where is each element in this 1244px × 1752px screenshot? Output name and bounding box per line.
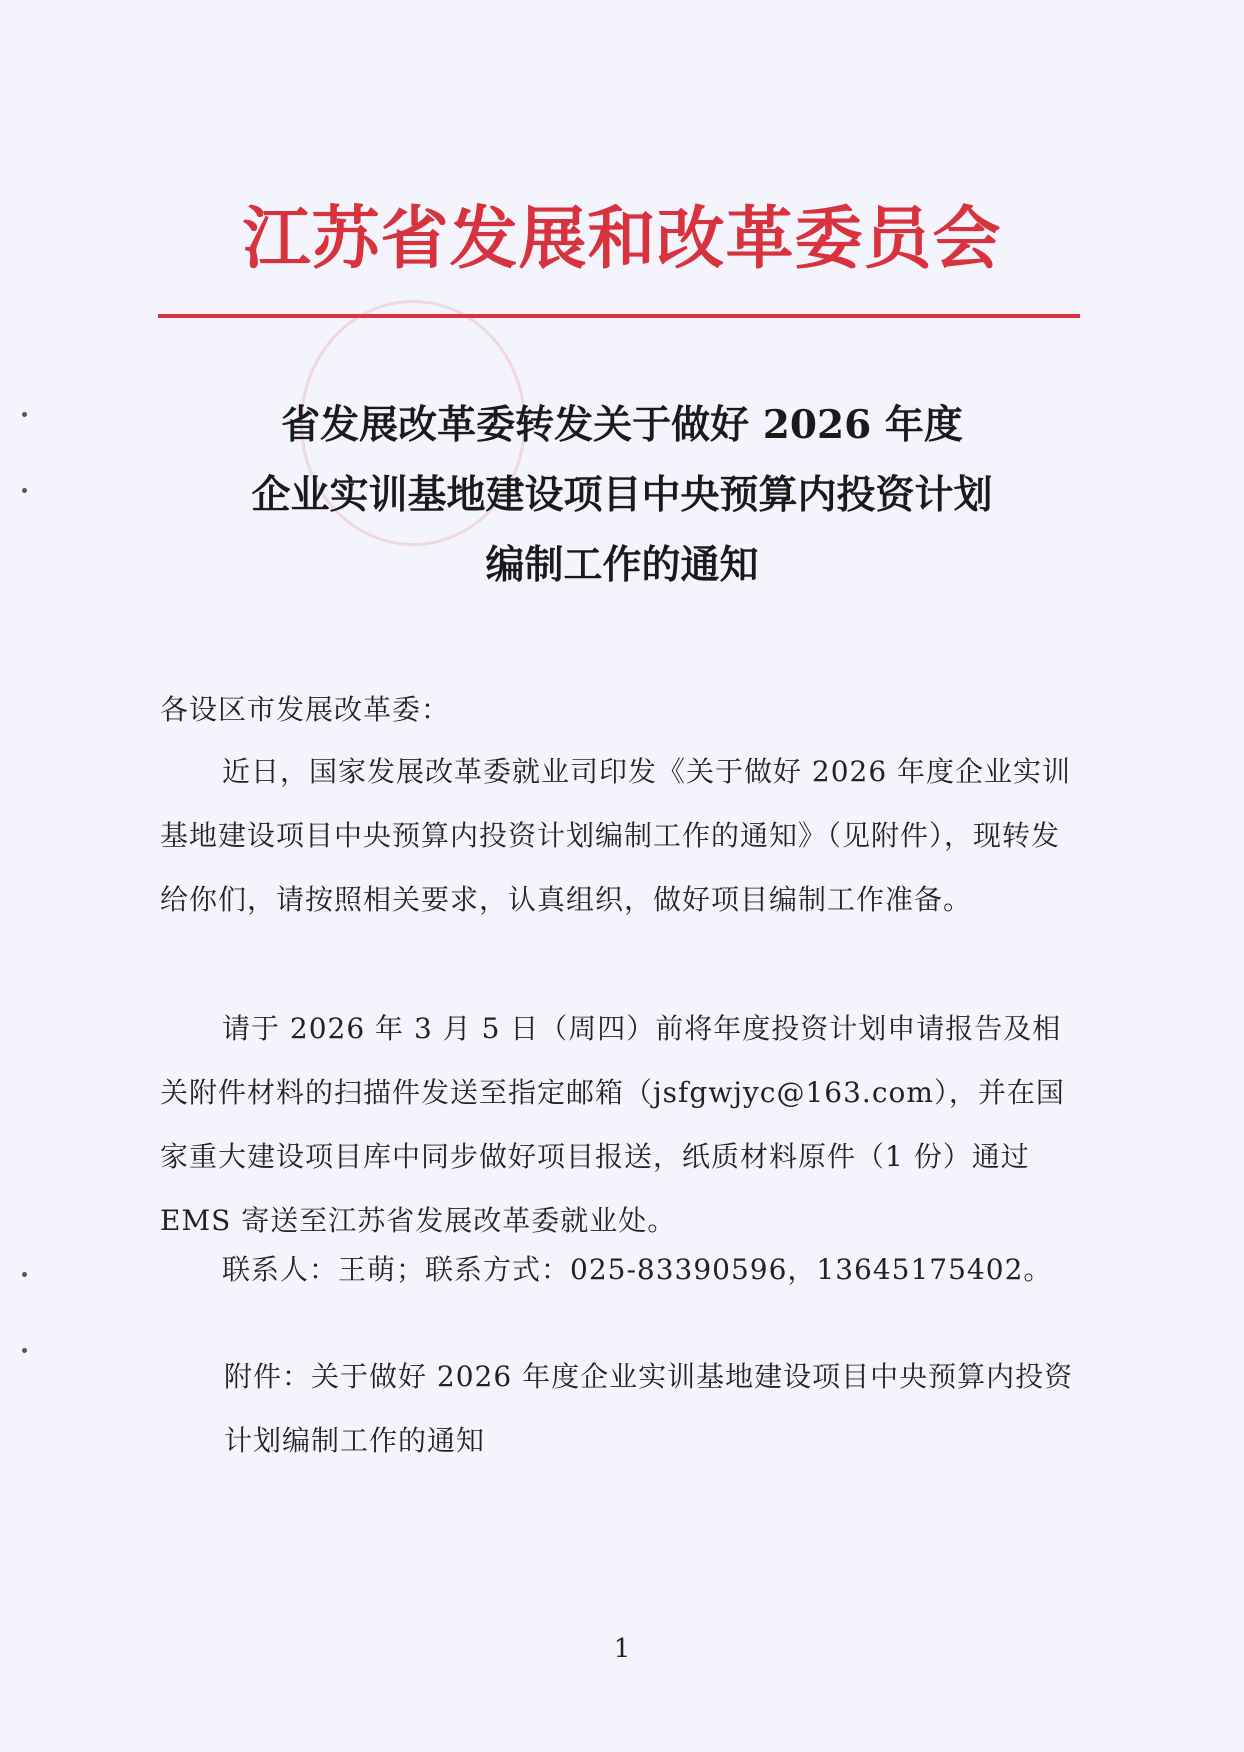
page-number: 1 <box>613 1634 631 1664</box>
title-line: 省发展改革委转发关于做好 2026 年度 <box>281 402 963 448</box>
attachment-label: 附件： <box>224 1360 312 1393</box>
body-paragraph: 请于 2026 年 3 月 5 日（周四）前将年度投资计划申请报告及相关附件材料的扫描件发送至指定邮箱（jsfgwjyc@163.com），并在国家重大建设项目库中同步做好项目报送，纸质材料原件（1 份）通过 EMS 寄送至江苏省发展改革委就业处。 <box>160 1012 1065 1237</box>
margin-dot <box>22 488 27 493</box>
contact-paragraph: 联系人：王萌；联系方式：025-83390596，13645175402。 <box>222 1253 1053 1286</box>
salutation: 各设区市发展改革委： <box>160 693 451 726</box>
body-paragraph: 近日，国家发展改革委就业司印发《关于做好 2026 年度企业实训基地建设项目中央预算内投资计划编制工作的通知》（见附件），现转发给你们，请按照相关要求，认真组织，做好项目编制工作准备。 <box>160 755 1072 916</box>
margin-dot <box>22 1272 27 1277</box>
margin-dot <box>22 412 27 417</box>
letterhead-divider <box>158 314 1080 318</box>
document-title <box>140 390 1104 600</box>
attachment-title: 关于做好 2026 年度企业实训基地建设项目中央预算内投资计划编制工作的通知 <box>224 1360 1074 1457</box>
letterhead: 江苏省发展和改革委员会 <box>242 200 1002 279</box>
title-line: 编制工作的通知 <box>485 542 759 588</box>
margin-dot <box>22 1348 27 1353</box>
attachment-note <box>224 1345 1086 1473</box>
title-line: 企业实训基地建设项目中央预算内投资计划 <box>251 472 993 518</box>
